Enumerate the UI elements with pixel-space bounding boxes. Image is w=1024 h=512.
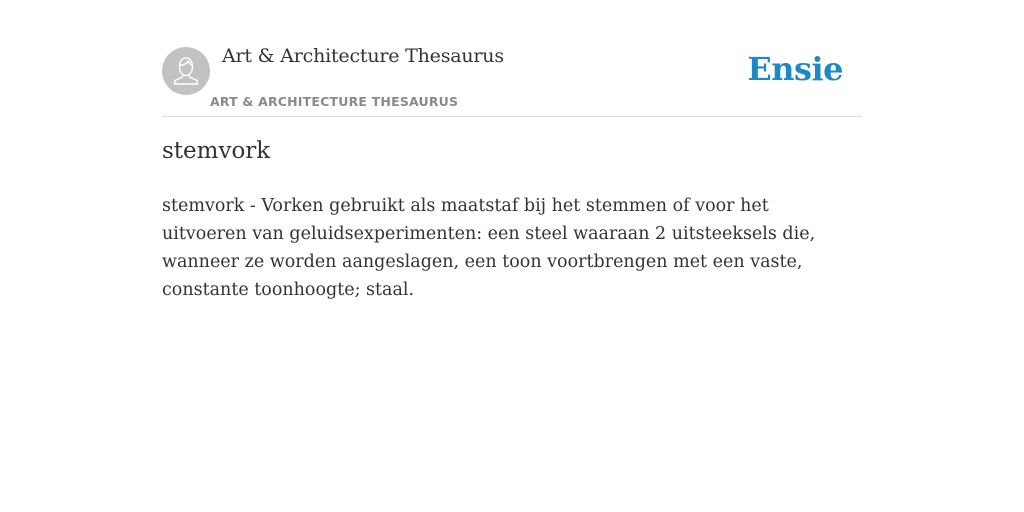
author-name[interactable]: Art & Architecture Thesaurus: [222, 45, 504, 67]
entry-definition: stemvork - Vorken gebruikt als maatstaf bij het stemmen of voor het uitvoeren van geluidsexperimenten: een steel waaraan 2 uitsteeksels die, wanneer ze worden aangeslagen, een toon voortbrengen met een vaste, constante toonhoogte; staal.: [162, 196, 816, 300]
author-header: [162, 40, 862, 117]
brand-logo[interactable]: Ensie: [747, 50, 843, 88]
entry-title: stemvork: [162, 138, 271, 164]
avatar[interactable]: [162, 47, 210, 95]
author-subtitle: ART & ARCHITECTURE THESAURUS: [210, 94, 459, 109]
user-avatar-icon: [162, 47, 210, 95]
